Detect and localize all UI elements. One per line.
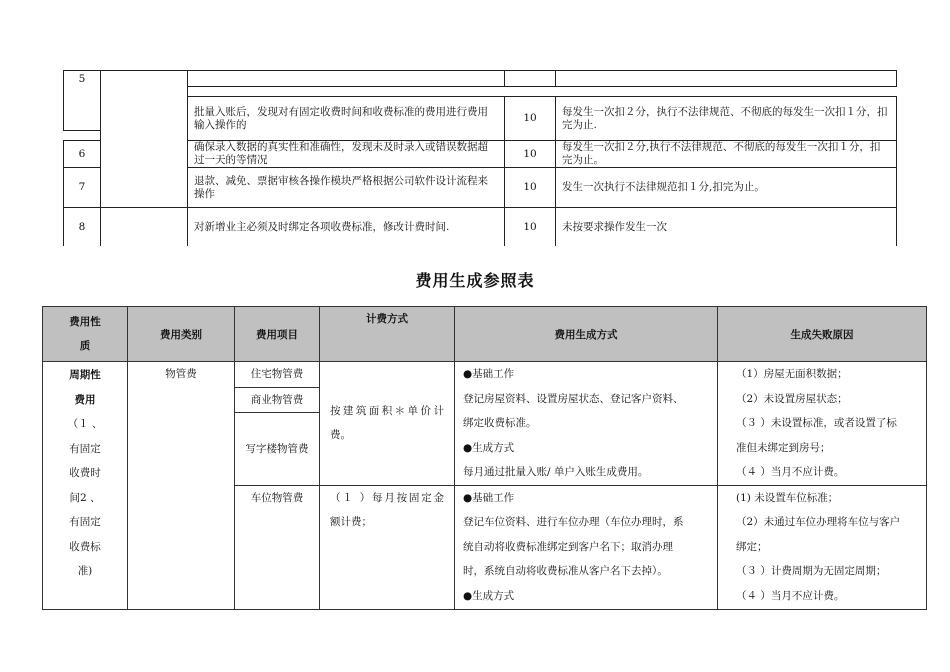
- criteria-text: 对新增业主必须及时绑定各项收费标准，修改计费时间.: [188, 208, 505, 248]
- header-fee-category: 费用类别: [128, 307, 235, 362]
- page-cut: [63, 246, 898, 260]
- table-row: [43, 362, 927, 388]
- fee-item-commercial: 商业物管费: [235, 387, 320, 413]
- generation-method-property: ●基础工作 登记房屋资料、设置房屋状态、登记客户资料、 绑定收费标准。 ●生成方式 每月通过批量入账/ 单户入账生成费用。: [455, 362, 718, 486]
- criteria-text: 退款、减免、票据审核各操作模块严格根据公司软件设计流程来操作: [188, 168, 505, 208]
- fee-item-parking: 车位物管费: [235, 485, 320, 609]
- criteria-text: 确保录入数据的真实性和准确性，发现未及时录入或错误数据超过一天的等情况: [188, 141, 505, 168]
- deduction-rule: 未按要求操作发生一次: [556, 208, 897, 248]
- table-header-row: [43, 307, 927, 362]
- row-number: 7: [64, 168, 101, 208]
- criteria-text: 批量入账后，发现对有固定收费时间和收费标准的费用进行费用输入操作的: [188, 97, 505, 141]
- header-fee-nature: 费用性 质: [43, 307, 128, 362]
- category-cell: [101, 71, 188, 208]
- assessment-table: [63, 70, 897, 248]
- table-row: [64, 97, 897, 131]
- page-title: 费用生成参照表: [415, 271, 535, 290]
- fee-reference-table: [42, 306, 927, 610]
- score-cell: 10: [505, 97, 556, 141]
- failure-reason-parking: (1) 未设置车位标准； （2）未通过车位办理将车位与客户 绑定； （３ ）计费周期为无固定周期； （４ ）当月不应计费。: [718, 485, 927, 609]
- score-cell: 10: [505, 168, 556, 208]
- table-row: [64, 168, 897, 208]
- table-row: [64, 71, 897, 87]
- table-row: [64, 87, 897, 97]
- deduction-rule: 发生一次执行不法律规范扣１分,扣完为止。: [556, 168, 897, 208]
- failure-reason-property: （1）房屋无面积数据； （2）未设置房屋状态； （３ ）未设置标准，或者设置了标 准但未绑定到房号； （４ ）当月不应计费。: [718, 362, 927, 486]
- score-cell: [505, 71, 556, 87]
- score-cell: 10: [505, 208, 556, 248]
- table-row: [64, 208, 897, 248]
- fee-item-office: 写字楼物管费: [235, 413, 320, 485]
- deduction-rule: [556, 71, 897, 87]
- score-cell: 10: [505, 141, 556, 168]
- header-failure-reason: 生成失败原因: [718, 307, 927, 362]
- fee-item-residential: 住宅物管费: [235, 362, 320, 388]
- calc-method-area: 按建筑面积＊单价计 费。: [320, 362, 455, 486]
- header-generation-method: 费用生成方式: [455, 307, 718, 362]
- row-number: 5: [64, 71, 101, 131]
- header-fee-item: 费用项目: [235, 307, 320, 362]
- table-row: [64, 141, 897, 168]
- header-calc-method: 计费方式: [320, 307, 455, 362]
- row-number: 6: [64, 141, 101, 168]
- deduction-rule: 每发生一次扣２分,执行不法律规范、不彻底的每发生一次扣１分，扣完为止。: [556, 141, 897, 168]
- row-number: 8: [64, 208, 101, 248]
- criteria-text: [188, 71, 505, 87]
- generation-method-parking: ●基础工作 登记车位资料、进行车位办理（车位办理时，系 统自动将收费标准绑定到客户名下；取消办理 时，系统自动将收费标准从客户名下去掉）。 ●生成方式: [455, 485, 718, 609]
- calc-method-fixed: （１ ）每月按固定金 额计费；: [320, 485, 455, 609]
- fee-category-cell: 物管费: [128, 362, 235, 610]
- deduction-rule: 每发生一次扣２分，执行不法律规范、不彻底的每发生一次扣１分，扣完为止.: [556, 97, 897, 141]
- fee-nature-cell: 周期性 费用 （１ 、 有固定 收费时 间2 、 有固定 收费标 准): [43, 362, 128, 610]
